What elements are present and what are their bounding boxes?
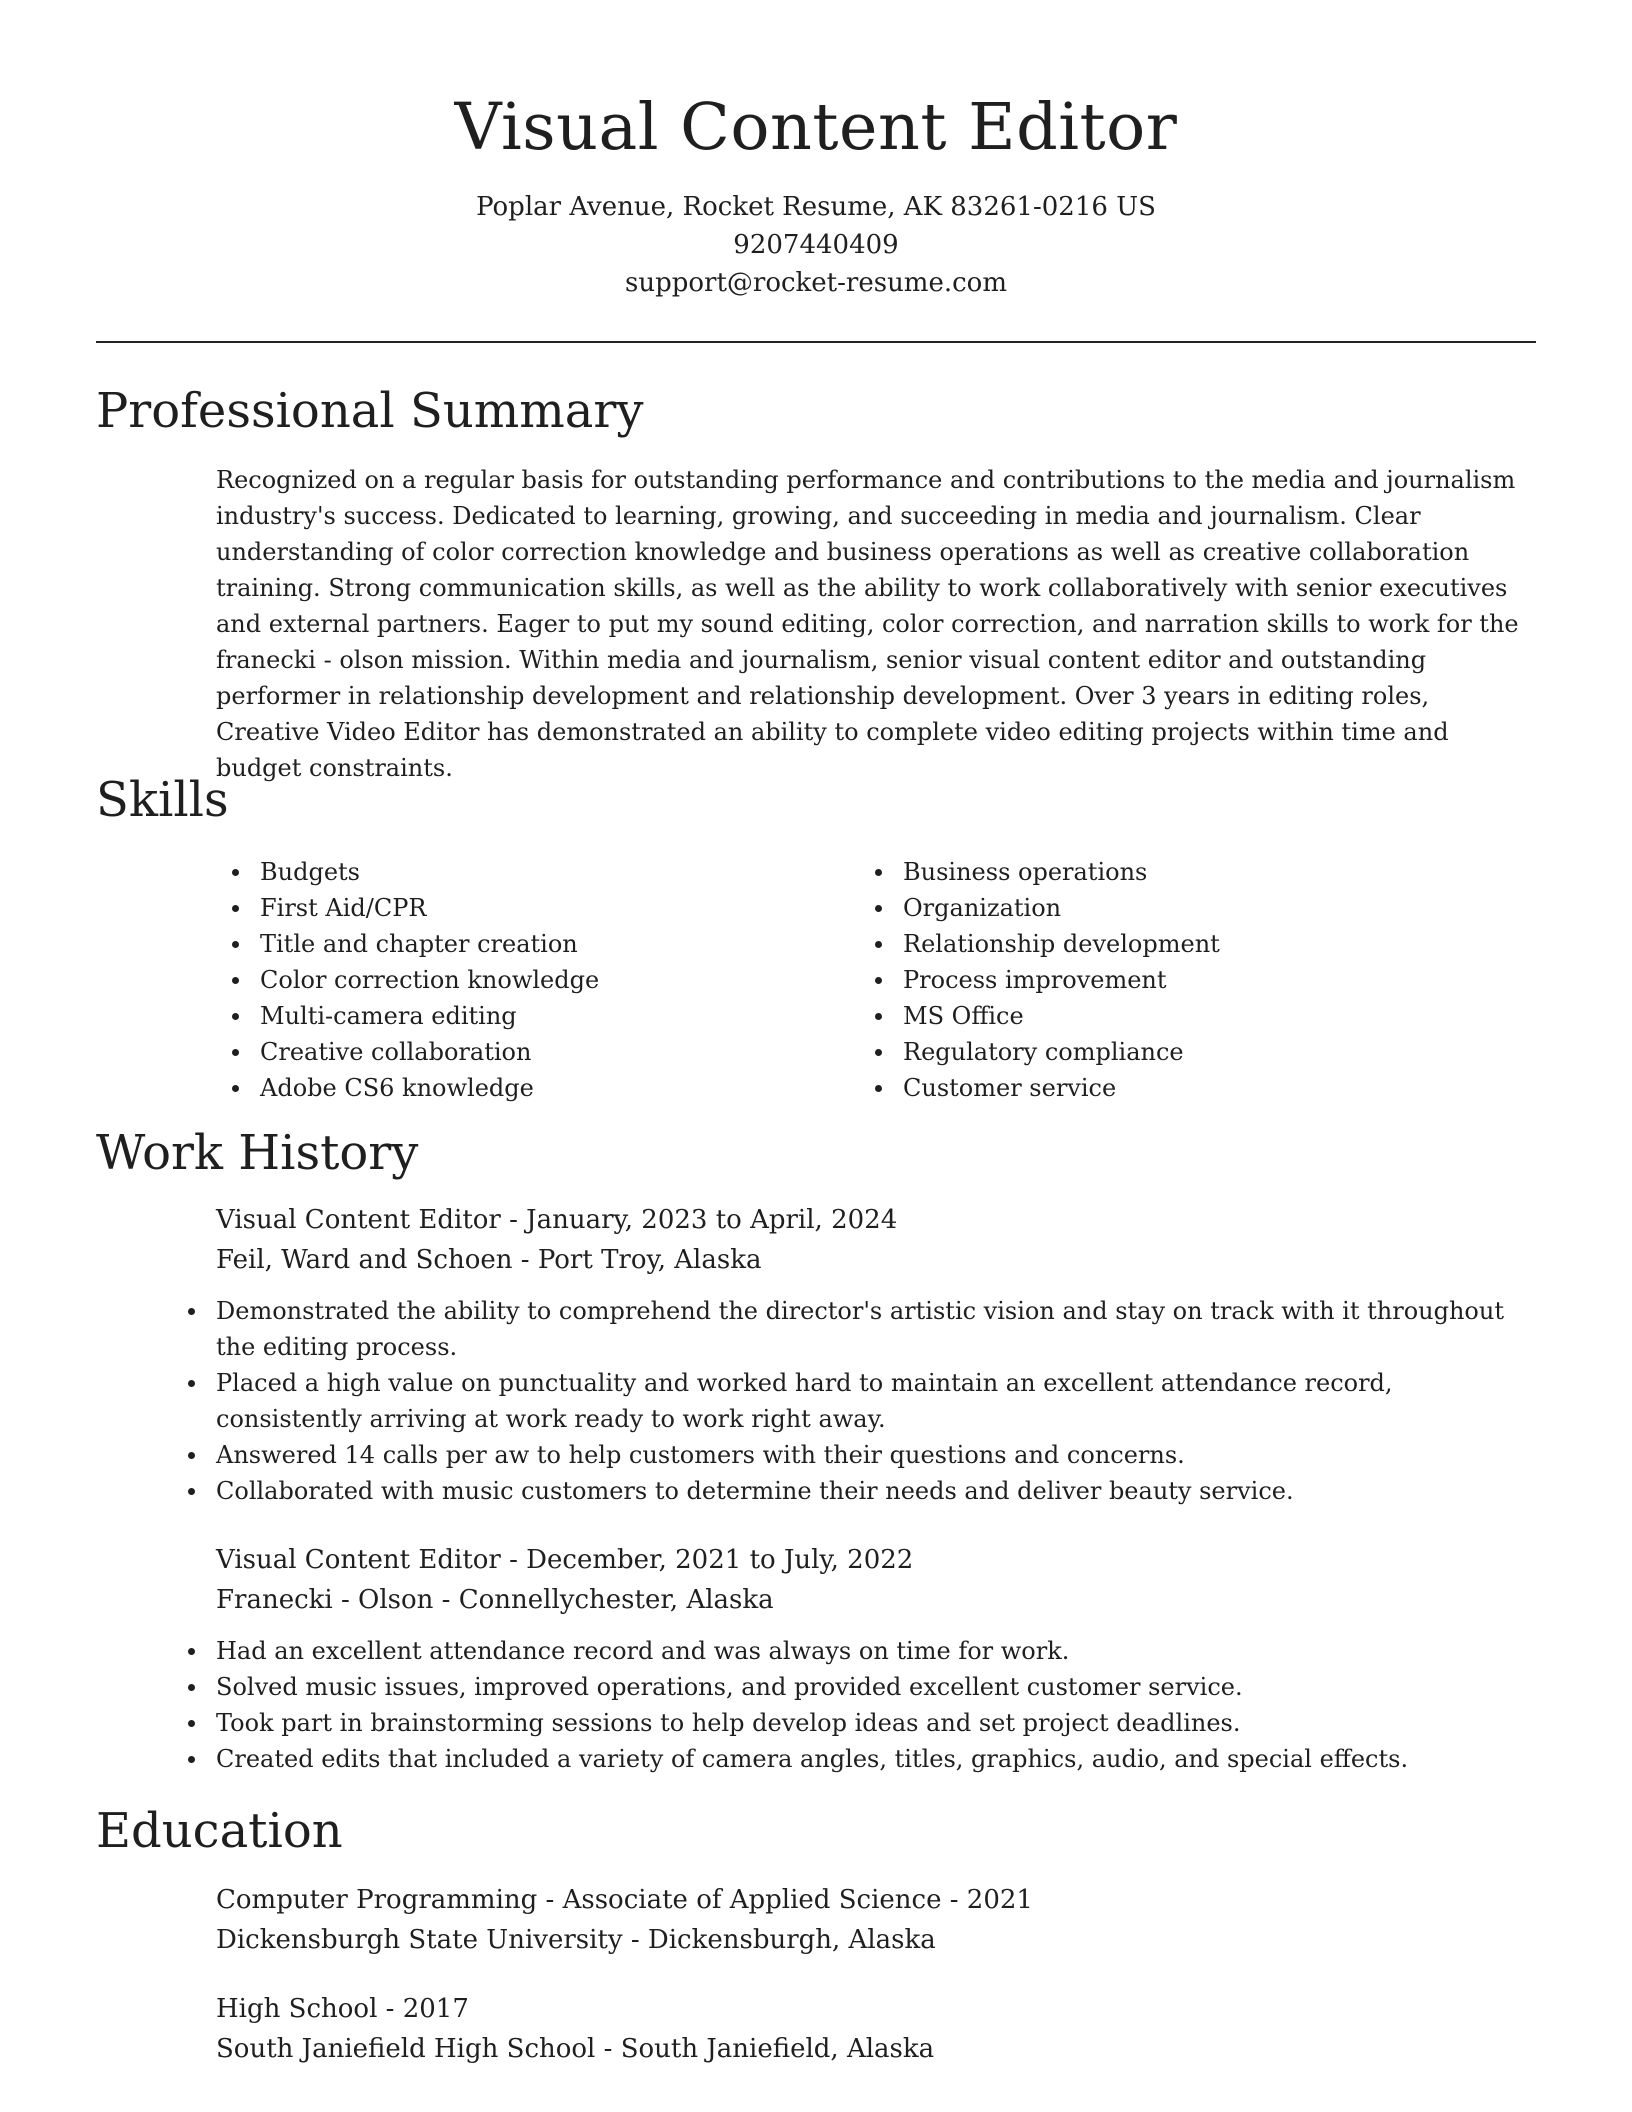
skill-item: MS Office [859,998,1499,1034]
job-bullet: Collaborated with music customers to determine their needs and deliver beauty service. [172,1473,1536,1509]
job-bullet: Answered 14 calls per aw to help customers with their questions and concerns. [172,1437,1536,1473]
education-degree-line: High School - 2017 [216,1994,469,2024]
education-entry [216,1880,1536,1960]
job-title-line: Visual Content Editor - January, 2023 to April, 2024 [216,1205,898,1235]
job-entry [216,1200,1536,1509]
education-degree-line: Computer Programming - Associate of Applied Science - 2021 [216,1885,1033,1915]
address: Poplar Avenue, Rocket Resume, AK 83261-0216 US [476,192,1156,222]
summary-text: Recognized on a regular basis for outstanding performance and contributions to the media and journalism industry's success. Dedicated to learning, growing, and succeeding in media and journalism. Clear understanding of color correction knowledge and business operations as well as creative collaboration training. Strong communication skills, as well as the ability to work collaboratively with senior executives and external partners. Eager to put my sound editing, color correction, and narration skills to work for the franecki - olson mission. Within media and journalism, senior visual content editor and outstanding performer in relationship development and relationship development. Over 3 years in editing roles, Creative Video Editor has demonstrated an ability to complete video editing projects within time and budget constraints. [216,466,1519,782]
skill-item: Business operations [859,854,1499,890]
header-divider [96,341,1536,343]
job-bullet: Took part in brainstorming sessions to help develop ideas and set project deadlines. [172,1705,1536,1741]
phone: 9207440409 [733,230,899,260]
skill-item: Creative collaboration [216,1034,856,1070]
job-bullet: Created edits that included a variety of camera angles, titles, graphics, audio, and special effects. [172,1741,1536,1777]
job-bullet: Placed a high value on punctuality and worked hard to maintain an excellent attendance record, consistently arriving at work ready to work right away. [172,1365,1536,1437]
skill-item: First Aid/CPR [216,890,856,926]
section-title-education: Education [96,1803,343,1859]
contact-block [0,188,1632,302]
skill-item: Relationship development [859,926,1499,962]
skill-item: Process improvement [859,962,1499,998]
skill-item: Budgets [216,854,856,890]
section-title-skills: Skills [96,772,229,828]
skill-item: Regulatory compliance [859,1034,1499,1070]
skill-item: Customer service [859,1070,1499,1106]
skill-item: Organization [859,890,1499,926]
job-bullet: Demonstrated the ability to comprehend the director's artistic vision and stay on track with it throughout the editing process. [172,1293,1536,1365]
education-entry [216,1989,1536,2069]
email: support@rocket-resume.com [624,268,1007,298]
education-school-line: Dickensburgh State University - Dickensburgh, Alaska [216,1925,936,1955]
skill-item: Title and chapter creation [216,926,856,962]
skill-item: Adobe CS6 knowledge [216,1070,856,1106]
resume-header [0,84,1632,302]
skill-item: Color correction knowledge [216,962,856,998]
skills-column-right [859,854,1499,1106]
job-company-line: Franecki - Olson - Connellychester, Alaska [216,1585,774,1615]
skills-column-left [216,854,856,1106]
section-title-work-history: Work History [96,1125,419,1181]
skill-item: Multi-camera editing [216,998,856,1034]
job-bullet: Solved music issues, improved operations, and provided excellent customer service. [172,1669,1536,1705]
education-school-line: South Janiefield High School - South Janiefield, Alaska [216,2034,935,2064]
section-title-summary: Professional Summary [96,383,644,439]
job-bullet: Had an excellent attendance record and was always on time for work. [172,1633,1536,1669]
job-entry [216,1540,1536,1777]
job-company-line: Feil, Ward and Schoen - Port Troy, Alaska [216,1245,762,1275]
candidate-name: Visual Content Editor [454,90,1178,165]
job-title-line: Visual Content Editor - December, 2021 to July, 2022 [216,1545,914,1575]
